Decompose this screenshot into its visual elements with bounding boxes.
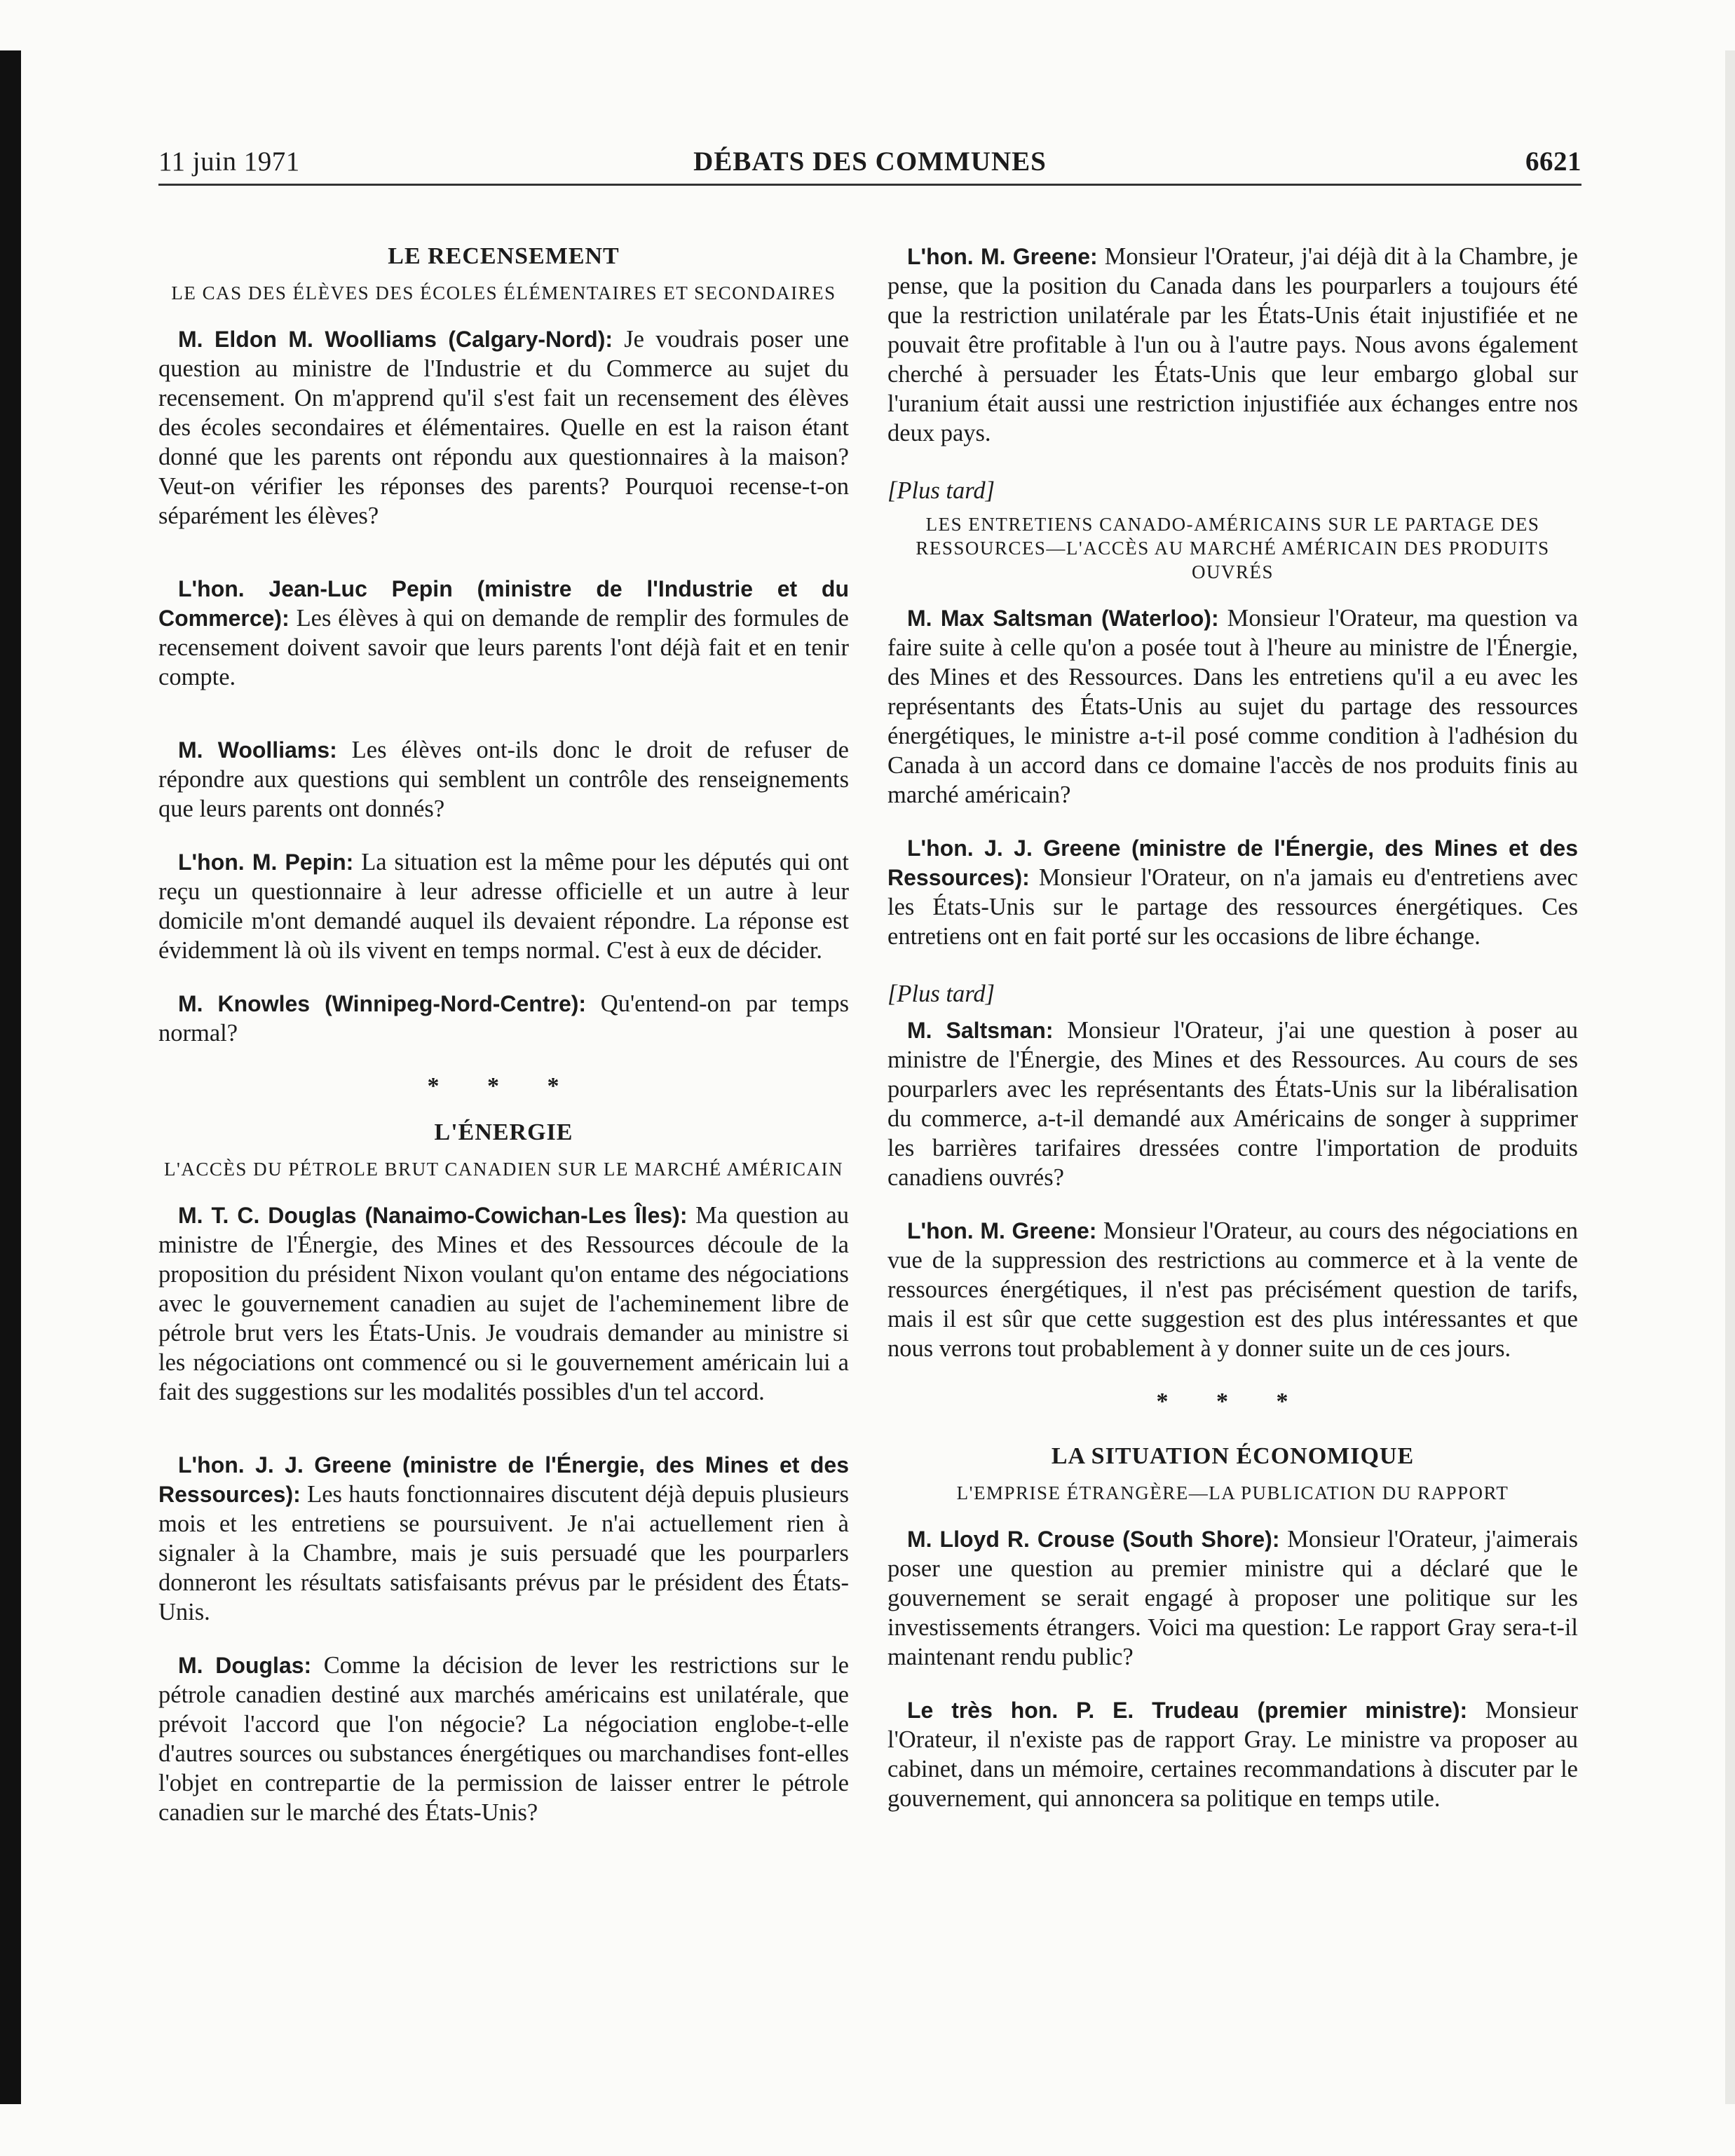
speech-text: Les élèves à qui on demande de remplir des formules de recensement doivent savoir que leurs parents l'ont déjà fait et en tenir compte. (158, 605, 849, 690)
plus-tard-marker: [Plus tard] (887, 477, 995, 504)
scan-edge (1725, 50, 1735, 2104)
speaker: M. Max Saltsman (Waterloo): (907, 606, 1219, 631)
speech-knowles (158, 989, 849, 1048)
speech-greene-1 (158, 1450, 849, 1627)
plus-tard-marker: [Plus tard] (887, 981, 995, 1007)
speech-saltsman-1 (887, 603, 1578, 810)
speech-text: Monsieur l'Orateur, on n'a jamais eu d'entretiens avec les États-Unis sur le partage des ressources énergétiques. Ces entretiens ont en fait porté sur les occasions de libre échange. (887, 864, 1578, 950)
subtitle-petrole: L'ACCÈS DU PÉTROLE BRUT CANADIEN SUR LE MARCHÉ AMÉRICAIN (164, 1159, 843, 1180)
scan-border (0, 50, 21, 2104)
subtitle-emprise: L'EMPRISE ÉTRANGÈRE—LA PUBLICATION DU RAPPORT (956, 1482, 1509, 1503)
speech-text: Monsieur l'Orateur, j'aimerais poser une question au premier ministre qui a déclaré que le gouvernement se serait engagé à proposer une politique sur les investissements étrangers. Voici ma question: Le rapport Gray sera-t-il maintenant rendu public? (887, 1526, 1579, 1670)
speaker: M. Lloyd R. Crouse (South Shore): (907, 1527, 1280, 1552)
header-title: DÉBATS DES COMMUNES (693, 146, 1047, 177)
speaker: M. Knowles (Winnipeg-Nord-Centre): (178, 991, 587, 1016)
speech-text: Ma question au ministre de l'Énergie, des Mines et des Ressources découle de la proposition du président Nixon voulant qu'on entame des négociations avec le gouvernement canadien au sujet de l'acheminement libre de pétrole brut vers les États-Unis. Je voudrais demander au ministre si les négociations ont commencé ou si le gouvernement américain lui a fait des suggestions sur les modalités possibles d'un tel accord. (158, 1202, 849, 1405)
speaker: L'hon. M. Greene: (907, 1218, 1097, 1243)
speech-douglas-1 (158, 1201, 849, 1407)
speaker: Le très hon. P. E. Trudeau (premier ministre): (907, 1698, 1468, 1723)
header-date: 11 juin 1971 (158, 146, 300, 177)
speech-text: Je voudrais poser une question au ministre de l'Industrie et du Commerce au sujet du recensement. On m'apprend qu'il s'est fait un recensement des élèves des écoles secondaires et élémentaires. Quelle en est la raison étant donné que les parents ont répondu aux questionnaires à la maison? Veut-on vérifier les réponses des parents? Pourquoi recense-t-on séparément les élèves? (158, 326, 850, 529)
section-separator: * * * (1156, 1389, 1309, 1414)
section-separator: * * * (427, 1073, 580, 1099)
page-number: 6621 (1525, 146, 1581, 177)
speaker: M. Douglas: (178, 1653, 312, 1678)
speech-text: Monsieur l'Orateur, j'ai déjà dit à la Chambre, je pense, que la position du Canada dans les pourparlers a toujours été que la restriction unilatérale par les États-Unis était injustifiée et ne pouvait être profitable à l'un ou à l'autre pays. Nous avons également cherché à persuader les États-Unis que leur embargo global sur l'uranium était aussi une restriction injustifiée aux échanges entre nos deux pays. (887, 243, 1578, 446)
section-title-situation: LA SITUATION ÉCONOMIQUE (1051, 1443, 1415, 1469)
speech-woolliams-2 (158, 735, 849, 824)
speech-greene-2 (887, 242, 1578, 448)
speaker: M. Saltsman: (907, 1018, 1054, 1043)
speaker: M. T. C. Douglas (Nanaimo-Cowichan-Les Îles): (178, 1203, 688, 1228)
speech-douglas-2 (158, 1651, 849, 1827)
subtitle-entretiens: LES ENTRETIENS CANADO-AMÉRICAINS SUR LE PARTAGE DES RESSOURCES—L'ACCÈS AU MARCHÉ AMÉRICAIN DES PRODUITS OUVRÉS (916, 514, 1550, 582)
left-column (158, 242, 849, 1851)
right-column (887, 242, 1578, 1837)
speaker: M. Eldon M. Woolliams (Calgary-Nord): (178, 327, 613, 352)
speech-text: Monsieur l'Orateur, ma question va faire suite à celle qu'on a posée tout à l'heure au ministre de l'Énergie, des Mines et des Ressources. Dans les entretiens qu'il a eu avec les représentants des États-Unis au sujet du partage des ressources énergétiques, le ministre a-t-il posé comme condition à l'adhésion du Canada à un accord dans ce domaine l'accès de nos produits finis au marché américain? (887, 605, 1578, 808)
subtitle-eleves: LE CAS DES ÉLÈVES DES ÉCOLES ÉLÉMENTAIRES ET SECONDAIRES (171, 282, 836, 303)
speech-text: Monsieur l'Orateur, j'ai une question à poser au ministre de l'Énergie, des Mines et des Ressources. Au cours de ses pourparlers avec les représentants des États-Unis sur la libéralisation du commerce, a-t-il demandé aux Américains de songer à supprimer les barrières tarifaires dressées contre l'importation de produits canadiens ouvrés? (887, 1017, 1578, 1191)
speech-pepin-1 (158, 574, 849, 692)
speaker: L'hon. Jean-Luc Pepin (ministre de l'Industrie et du Commerce): (158, 576, 849, 631)
speech-text: Les élèves ont-ils donc le droit de refuser de répondre aux questions qui semblent un contrôle des renseignements que leurs parents ont donnés? (158, 737, 849, 822)
speech-saltsman-2 (887, 1016, 1578, 1192)
speech-greene-4 (887, 1216, 1578, 1363)
header-rule (158, 184, 1581, 186)
speaker: L'hon. J. J. Greene (ministre de l'Énergie, des Mines et des Ressources): (158, 1452, 849, 1507)
speech-text: La situation est la même pour les députés qui ont reçu un questionnaire à leur adresse officielle et un autre à leur domicile m'ont demandé auquel ils devaient répondre. La réponse est évidemment là où ils vivent en temps normal. C'est à eux de décider. (158, 849, 849, 964)
speech-text: Qu'entend-on par temps normal? (158, 990, 850, 1046)
page-header (158, 146, 1581, 189)
speech-text: Comme la décision de lever les restrictions sur le pétrole canadien destiné aux marchés américains est unilatérale, que prévoit l'accord que l'on négocie? La négociation englobe-t-elle d'autres sources ou substances énergétiques ou marchandises font-elles l'objet en contrepartie de la permission de laisser entrer le pétrole canadien sur le marché des États-Unis? (158, 1652, 849, 1826)
speech-pepin-2 (158, 847, 849, 965)
speech-woolliams-1 (158, 325, 849, 531)
speaker: M. Woolliams: (178, 737, 337, 763)
speech-text: Monsieur l'Orateur, au cours des négociations en vue de la suppression des restrictions au commerce et à la vente de ressources énergétiques, il n'est pas précisément question de tarifs, mais il est sûr que cette suggestion est des plus intéressantes et que nous verrons tout probablement à y donner suite un de ces jours. (887, 1217, 1578, 1362)
speaker: L'hon. M. Pepin: (178, 850, 354, 875)
speech-text: Les hauts fonctionnaires discutent déjà depuis plusieurs mois et les entretiens se poursuivent. Je n'ai actuellement rien à signaler à la Chambre, mais je suis persuadé que les pourparlers donneront les résultats satisfaisants prévus par le président des États-Unis. (158, 1481, 849, 1625)
section-title-energie: L'ÉNERGIE (434, 1119, 573, 1145)
speech-text: Monsieur l'Orateur, il n'existe pas de rapport Gray. Le ministre va proposer au cabinet, dans un mémoire, certaines recommandations à discuter par le gouvernement, qui annoncera sa politique en temps utile. (887, 1697, 1578, 1812)
speaker: L'hon. J. J. Greene (ministre de l'Énergie, des Mines et des Ressources): (887, 835, 1578, 890)
speech-greene-3 (887, 833, 1578, 951)
speaker: L'hon. M. Greene: (907, 244, 1098, 269)
section-title-recensement: LE RECENSEMENT (388, 243, 620, 269)
speech-trudeau (887, 1696, 1578, 1813)
speech-crouse (887, 1524, 1578, 1672)
